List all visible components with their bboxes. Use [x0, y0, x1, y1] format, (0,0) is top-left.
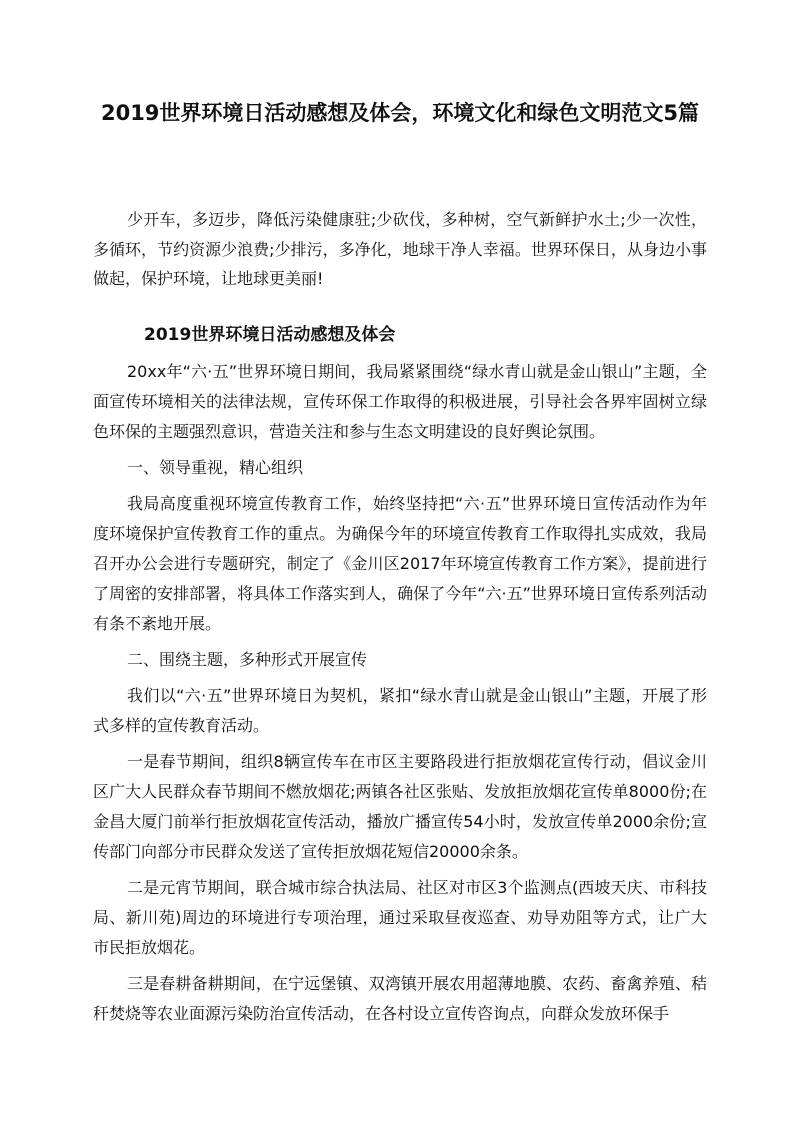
body-paragraph: 三是春耕备耕期间，在宁远堡镇、双湾镇开展农用超薄地膜、农药、畜禽养殖、秸秆焚烧等农业面源污染防治宣传活动，在各村设立宣传咨询点，向群众发放环保手	[93, 974, 707, 1023]
document-body	[93, 357, 707, 1035]
section-heading: 2019世界环境日活动感想及体会	[144, 325, 396, 345]
document-title: 2019世界环境日活动感想及体会，环境文化和绿色文明范文5篇	[100, 101, 700, 125]
body-paragraph: 一是春节期间，组织8辆宣传车在市区主要路段进行拒放烟花宣传行动，倡议金川区广大人民群众春节期间不燃放烟花;两镇各社区张贴、发放拒放烟花宣传单8000份;在金昌大厦门前举行拒放烟花宣传活动，播放广播宣传54小时，发放宣传单2000余份;宣传部门向部分市民群众发送了宣传拒放烟花短信20000余条。	[93, 752, 707, 861]
subheading-publicity: 二、围绕主题，多种形式开展宣传	[127, 650, 368, 669]
body-paragraph: 二是元宵节期间，联合城市综合执法局、社区对市区3个监测点(西坡天庆、市科技局、新川苑)周边的环境进行专项治理，通过采取昼夜巡查、劝导劝阻等方式，让广大市民拒放烟花。	[93, 878, 707, 957]
body-paragraph: 20xx年“六·五”世界环境日期间，我局紧紧围绕“绿水青山就是金山银山”主题，全面宣传环境相关的法律法规，宣传环保工作取得的积极进展，引导社会各界牢固树立绿色环保的主题强烈意识，营造关注和参与生态文明建设的良好舆论氛围。	[93, 362, 707, 441]
body-paragraph: 我局高度重视环境宣传教育工作，始终坚持把“六·五”世界环境日宣传活动作为年度环境保护宣传教育工作的重点。为确保今年的环境宣传教育工作取得扎实成效，我局召开办公会进行专题研究，制定了《金川区2017年环境宣传教育工作方案》，提前进行了周密的安排部署，将具体工作落实到人，确保了今年“六·五”世界环境日宣传系列活动有条不紊地开展。	[93, 494, 707, 633]
intro-paragraph: 少开车，多迈步，降低污染健康驻;少砍伐，多种树，空气新鲜护水土;少一次性，多循环，节约资源少浪费;少排污，多净化，地球干净人幸福。世界环保日，从身边小事做起，保护环境，让地球更美丽!	[93, 210, 707, 288]
subheading-leadership: 一、领导重视，精心组织	[127, 458, 304, 477]
body-paragraph: 我们以“六·五”世界环境日为契机，紧扣“绿水青山就是金山银山”主题，开展了形式多样的宣传教育活动。	[93, 686, 707, 735]
